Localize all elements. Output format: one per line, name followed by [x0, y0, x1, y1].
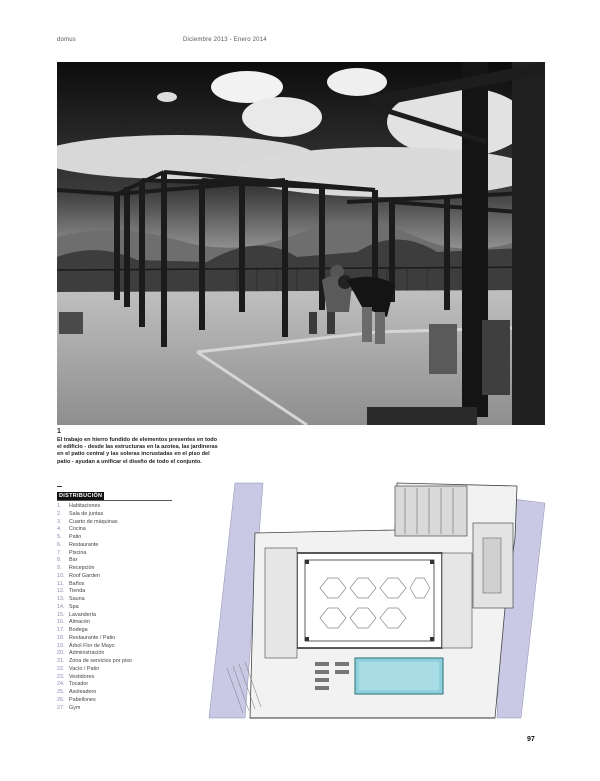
legend-item: [57, 573, 197, 581]
legend-item: [57, 635, 197, 643]
page-number: 97: [527, 736, 535, 743]
legend-number: 21.: [57, 658, 65, 664]
legend-number: 25.: [57, 689, 65, 695]
issue-date: Diciembre 2013 - Enero 2014: [183, 37, 267, 43]
legend-number: 7.: [57, 549, 62, 556]
legend-label: Almacén: [69, 619, 90, 626]
divider: [57, 486, 62, 487]
legend-label: Bodega: [69, 627, 88, 633]
legend-item: [57, 705, 197, 713]
legend-item: [57, 689, 197, 697]
legend-number: 8.: [57, 557, 62, 564]
legend-number: 4.: [57, 526, 62, 533]
legend-item: [57, 650, 197, 658]
legend-number: 17.: [57, 627, 65, 633]
legend-item: [57, 565, 197, 573]
legend-number: 23.: [57, 673, 65, 680]
legend-label: Asoleadero: [69, 689, 97, 695]
legend-number: 3.: [57, 518, 62, 525]
legend-label: Zona de servicios por piso: [69, 658, 132, 664]
legend-item: [57, 619, 197, 627]
legend-label: Pabellones: [69, 696, 96, 703]
legend-label: Vestidores: [69, 673, 95, 680]
legend-number: 19.: [57, 642, 65, 649]
legend-label: Restaurante: [69, 541, 99, 548]
legend-label: Sauna: [69, 596, 85, 602]
legend-item: [57, 596, 197, 604]
legend-number: 18.: [57, 634, 65, 641]
legend-item: [57, 526, 197, 534]
legend-number: 6.: [57, 541, 62, 548]
legend-list: [57, 503, 197, 712]
legend-item: [57, 534, 197, 542]
legend-item: [57, 627, 197, 635]
legend-number: 14.: [57, 603, 65, 610]
legend-label: Patio: [69, 534, 82, 540]
legend-number: 13.: [57, 596, 65, 602]
legend-item: [57, 542, 197, 550]
legend-label: Habitaciones: [69, 503, 101, 509]
legend-label: Tocador: [69, 681, 89, 688]
legend-label: Baños: [69, 580, 85, 587]
legend-label: Sala de juntas: [69, 510, 104, 517]
legend-number: 24.: [57, 681, 65, 688]
legend-number: 11.: [57, 580, 65, 587]
legend-label: Bar: [69, 557, 78, 564]
rooftop-photo-graphic: [57, 62, 545, 425]
legend-number: 12.: [57, 588, 65, 595]
site-plan-graphic: [205, 478, 553, 723]
legend-item: [57, 697, 197, 705]
legend-item: [57, 658, 197, 666]
legend-number: 26.: [57, 696, 65, 703]
legend-number: 15.: [57, 611, 65, 618]
legend-item: [57, 681, 197, 689]
legend-number: 9.: [57, 565, 62, 571]
legend-label: Restaurante / Patio: [69, 634, 116, 641]
legend-label: Recepción: [69, 565, 95, 571]
legend-number: 20.: [57, 650, 65, 657]
legend-number: 2.: [57, 510, 62, 517]
legend-label: Vacío / Patio: [69, 665, 100, 672]
legend-item: [57, 519, 197, 527]
legend-item: [57, 643, 197, 651]
legend-label: Tienda: [69, 588, 86, 595]
photo-caption: El trabajo en hierro fundido de elementos presentes en todo el edificio - desde las estructuras en la azotea, las jardineras en el patio central y las soleras incrustadas en el piso del patio - ayudan a unificar el diseño de todo el conjunto.: [57, 437, 218, 465]
legend-label: Spa: [69, 603, 79, 610]
legend-item: [57, 612, 197, 620]
legend-number: 22.: [57, 665, 65, 672]
legend-item: [57, 666, 197, 674]
legend-label: Cuarto de máquinas: [69, 518, 118, 525]
legend-item: [57, 588, 197, 596]
legend-label: Árbol Flor de Mayo: [69, 642, 115, 649]
legend-number: 5.: [57, 534, 62, 540]
legend-item: [57, 550, 197, 558]
legend-item: [57, 674, 197, 682]
legend-number: 1.: [57, 503, 62, 509]
legend-label: Lavandería: [69, 611, 96, 618]
legend-item: [57, 581, 197, 589]
legend-title: DISTRIBUCIÓN: [59, 493, 103, 499]
photo-number: 1: [57, 428, 61, 435]
legend-label: Roof Garden: [69, 572, 100, 579]
legend-item: [57, 511, 197, 519]
legend-item: [57, 557, 197, 565]
legend-label: Administración: [69, 650, 105, 657]
legend-number: 16.: [57, 619, 65, 626]
legend-number: 27.: [57, 704, 65, 711]
legend-label: Gym: [69, 704, 81, 711]
legend-item: [57, 503, 197, 511]
rooftop-photo: [57, 62, 545, 425]
legend-label: Piscina: [69, 549, 87, 556]
magazine-name: domus: [57, 37, 77, 43]
legend-number: 10.: [57, 572, 65, 579]
legend-divider: [57, 500, 172, 501]
legend-item: [57, 604, 197, 612]
site-plan-drawing: [205, 478, 553, 723]
legend-label: Cocina: [69, 526, 86, 533]
